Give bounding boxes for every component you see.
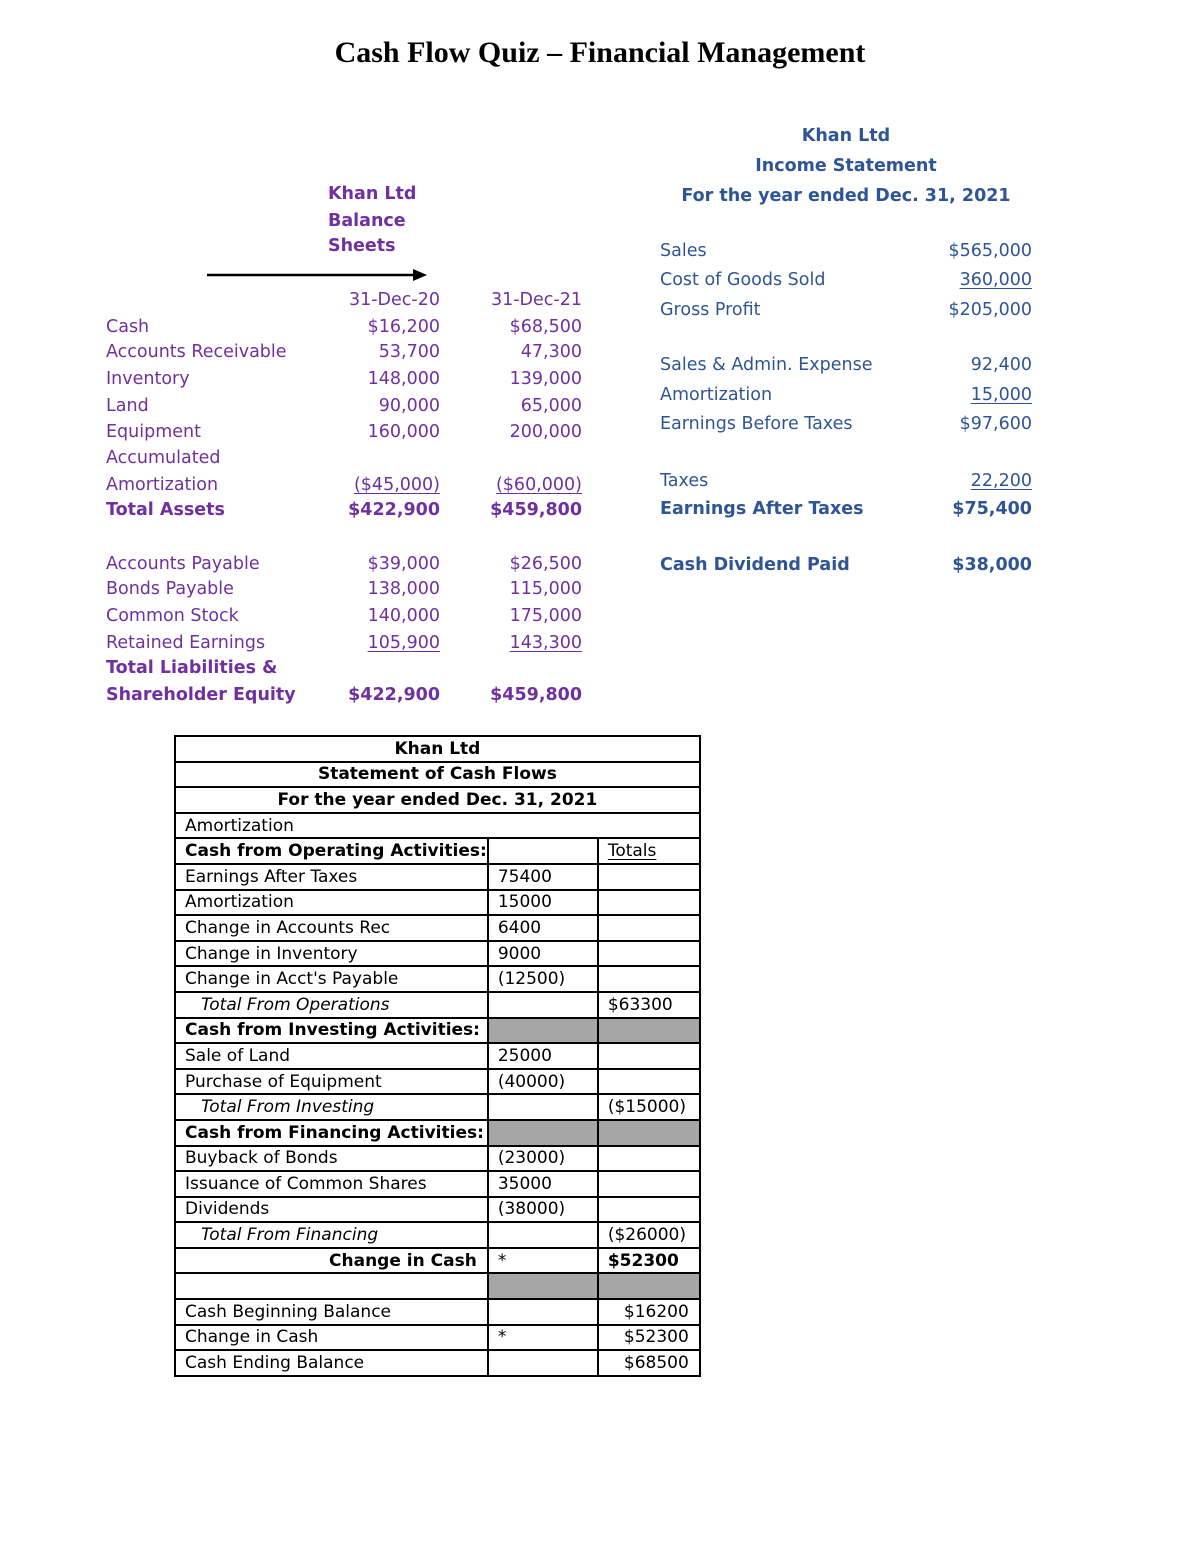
bs-label-bonds-payable: Bonds Payable (106, 579, 234, 599)
cf-total: $68500 (598, 1350, 700, 1376)
cf-label (175, 1273, 488, 1299)
cf-label: Amortization (175, 890, 488, 916)
cf-label: Purchase of Equipment (175, 1069, 488, 1095)
cf-label: Cash Beginning Balance (175, 1299, 488, 1325)
table-row (175, 787, 700, 813)
cf-label: Earnings After Taxes (175, 864, 488, 890)
is-value: 22,200 (970, 471, 1032, 491)
table-row (175, 992, 700, 1018)
table-row (175, 762, 700, 788)
cf-total (598, 915, 700, 941)
bs-value-2021: 143,300 (509, 633, 582, 653)
table-row (175, 1171, 700, 1197)
arrow-right-icon (207, 268, 427, 282)
cf-amount (488, 1222, 598, 1248)
bs-value-2021: $459,800 (490, 685, 582, 705)
cf-label: Change in Accounts Rec (175, 915, 488, 941)
table-row (175, 941, 700, 967)
is-label-sales: Sales (660, 241, 707, 261)
table-row (175, 915, 700, 941)
cf-total (598, 1171, 700, 1197)
cf-amount (488, 1273, 598, 1299)
table-row (175, 1222, 700, 1248)
bs-value-2020: 148,000 (367, 369, 440, 389)
bs-label-cash: Cash (106, 317, 150, 337)
bs-value-2020: $422,900 (348, 500, 440, 520)
table-row (175, 890, 700, 916)
bs-label-total-assets: Total Assets (106, 500, 225, 520)
table-row (175, 1043, 700, 1069)
table-row (175, 1273, 700, 1299)
table-row (175, 1069, 700, 1095)
is-value: $205,000 (948, 300, 1032, 320)
is-value: 92,400 (970, 355, 1032, 375)
is-label-dividend: Cash Dividend Paid (660, 555, 850, 575)
cf-amount: * (488, 1248, 598, 1274)
income-statement-title: Income Statement (755, 156, 937, 176)
cf-amount: 6400 (488, 915, 598, 941)
cf-total (598, 1043, 700, 1069)
table-row (175, 813, 700, 839)
bs-value-2020: 105,900 (367, 633, 440, 653)
cf-total (598, 1120, 700, 1146)
is-label-eat: Earnings After Taxes (660, 499, 864, 519)
bs-value-2021: 115,000 (509, 579, 582, 599)
cf-total (598, 1273, 700, 1299)
is-label-taxes: Taxes (660, 471, 709, 491)
is-value: 15,000 (970, 385, 1032, 405)
cf-label: Issuance of Common Shares (175, 1171, 488, 1197)
bs-label-accounts-payable: Accounts Payable (106, 554, 260, 574)
cf-amount (488, 1350, 598, 1376)
bs-value-2020: 160,000 (367, 422, 440, 442)
cf-label: Change in Inventory (175, 941, 488, 967)
bs-value-2020: ($45,000) (353, 475, 440, 495)
bs-value-2021: $459,800 (490, 500, 582, 520)
cf-total: ($15000) (598, 1094, 700, 1120)
col-header-2020: 31-Dec-20 (348, 290, 440, 310)
bs-value-2021: $26,500 (509, 554, 582, 574)
col-header-2021: 31-Dec-21 (490, 290, 582, 310)
is-value: $565,000 (948, 241, 1032, 261)
bs-label-inventory: Inventory (106, 369, 190, 389)
bs-label-accumulated: Accumulated (106, 448, 221, 468)
cf-total (598, 1197, 700, 1223)
bs-value-2021: $68,500 (509, 317, 582, 337)
table-row (175, 736, 700, 762)
bs-value-2020: 138,000 (367, 579, 440, 599)
is-label-sales-admin-expense: Sales & Admin. Expense (660, 355, 873, 375)
balance-sheet-heading-line3: Sheets (328, 236, 396, 256)
cf-amount: 75400 (488, 864, 598, 890)
balance-sheet-company: Khan Ltd (328, 184, 417, 204)
is-value: $38,000 (952, 555, 1032, 575)
cf-section-operating: Cash from Operating Activities: (175, 838, 488, 864)
cf-total (598, 1069, 700, 1095)
cf-amount (488, 838, 598, 864)
cf-total: $63300 (598, 992, 700, 1018)
cf-heading-period: For the year ended Dec. 31, 2021 (175, 787, 700, 813)
cf-total (598, 941, 700, 967)
bs-value-2020: 90,000 (378, 396, 440, 416)
table-row (175, 1248, 700, 1274)
cf-total (598, 890, 700, 916)
balance-sheet-heading-line2: Balance (328, 211, 406, 231)
cf-total (598, 1018, 700, 1044)
cf-amount (488, 1018, 598, 1044)
is-label-amortization: Amortization (660, 385, 773, 405)
cf-total (598, 864, 700, 890)
table-row (175, 1325, 700, 1351)
table-row (175, 1120, 700, 1146)
bs-value-2021: 47,300 (520, 342, 582, 362)
cf-subtotal-label: Total From Investing (175, 1094, 488, 1120)
cf-label: Buyback of Bonds (175, 1146, 488, 1172)
cf-amount (488, 1094, 598, 1120)
cf-amount: (40000) (488, 1069, 598, 1095)
cf-label: Cash Ending Balance (175, 1350, 488, 1376)
is-value: 360,000 (959, 270, 1032, 290)
table-row (175, 1197, 700, 1223)
cf-amount: 25000 (488, 1043, 598, 1069)
bs-value-2021: 200,000 (509, 422, 582, 442)
bs-label-amortization: Amortization (106, 475, 219, 495)
cf-amount (488, 992, 598, 1018)
bs-value-2020: 53,700 (378, 342, 440, 362)
bs-label-equipment: Equipment (106, 422, 201, 442)
cf-section-investing: Cash from Investing Activities: (175, 1018, 488, 1044)
cf-label: Sale of Land (175, 1043, 488, 1069)
cf-total: $16200 (598, 1299, 700, 1325)
income-statement-period: For the year ended Dec. 31, 2021 (681, 186, 1011, 206)
cf-change-in-cash-label: Change in Cash (175, 1248, 488, 1274)
cf-amount (488, 1299, 598, 1325)
table-row (175, 864, 700, 890)
cf-heading-title: Statement of Cash Flows (175, 762, 700, 788)
is-label-gross-profit: Gross Profit (660, 300, 761, 320)
cf-subtotal-label: Total From Operations (175, 992, 488, 1018)
table-row (175, 1094, 700, 1120)
cf-total: $52300 (598, 1325, 700, 1351)
cf-total: ($26000) (598, 1222, 700, 1248)
cf-amount: (12500) (488, 966, 598, 992)
cf-section-financing: Cash from Financing Activities: (175, 1120, 488, 1146)
cf-total: $52300 (598, 1248, 700, 1274)
bs-label-total-liabilities: Total Liabilities & (106, 658, 278, 678)
cf-label: Change in Cash (175, 1325, 488, 1351)
bs-label-accounts-receivable: Accounts Receivable (106, 342, 287, 362)
cf-amount: 35000 (488, 1171, 598, 1197)
cf-heading-company: Khan Ltd (175, 736, 700, 762)
table-row (175, 1299, 700, 1325)
is-label-ebt: Earnings Before Taxes (660, 414, 853, 434)
is-value: $97,600 (959, 414, 1032, 434)
table-row (175, 1350, 700, 1376)
table-row (175, 966, 700, 992)
table-row (175, 1018, 700, 1044)
is-value: $75,400 (952, 499, 1032, 519)
bs-label-common-stock: Common Stock (106, 606, 239, 626)
table-row (175, 838, 700, 864)
bs-value-2021: 65,000 (520, 396, 582, 416)
cf-totals-header: Totals (598, 838, 700, 864)
cf-total (598, 966, 700, 992)
cf-amount (488, 1120, 598, 1146)
cf-label: Amortization (175, 813, 700, 839)
bs-label-land: Land (106, 396, 149, 416)
cf-amount: (23000) (488, 1146, 598, 1172)
bs-label-retained-earnings: Retained Earnings (106, 633, 266, 653)
cf-label: Dividends (175, 1197, 488, 1223)
income-statement-company: Khan Ltd (801, 126, 891, 146)
table-row (175, 1146, 700, 1172)
bs-value-2020: $16,200 (367, 317, 440, 337)
cf-amount: (38000) (488, 1197, 598, 1223)
cf-amount: 9000 (488, 941, 598, 967)
bs-value-2020: $39,000 (367, 554, 440, 574)
page-title: Cash Flow Quiz – Financial Management (334, 36, 866, 69)
bs-label-shareholder-equity: Shareholder Equity (106, 685, 296, 705)
bs-value-2021: ($60,000) (495, 475, 582, 495)
cash-flow-table (174, 735, 701, 1377)
bs-value-2021: 175,000 (509, 606, 582, 626)
cf-amount: * (488, 1325, 598, 1351)
cf-subtotal-label: Total From Financing (175, 1222, 488, 1248)
is-label-cogs: Cost of Goods Sold (660, 270, 826, 290)
bs-value-2021: 139,000 (509, 369, 582, 389)
cf-total (598, 1146, 700, 1172)
bs-value-2020: $422,900 (348, 685, 440, 705)
bs-value-2020: 140,000 (367, 606, 440, 626)
cf-label: Change in Acct's Payable (175, 966, 488, 992)
cf-amount: 15000 (488, 890, 598, 916)
